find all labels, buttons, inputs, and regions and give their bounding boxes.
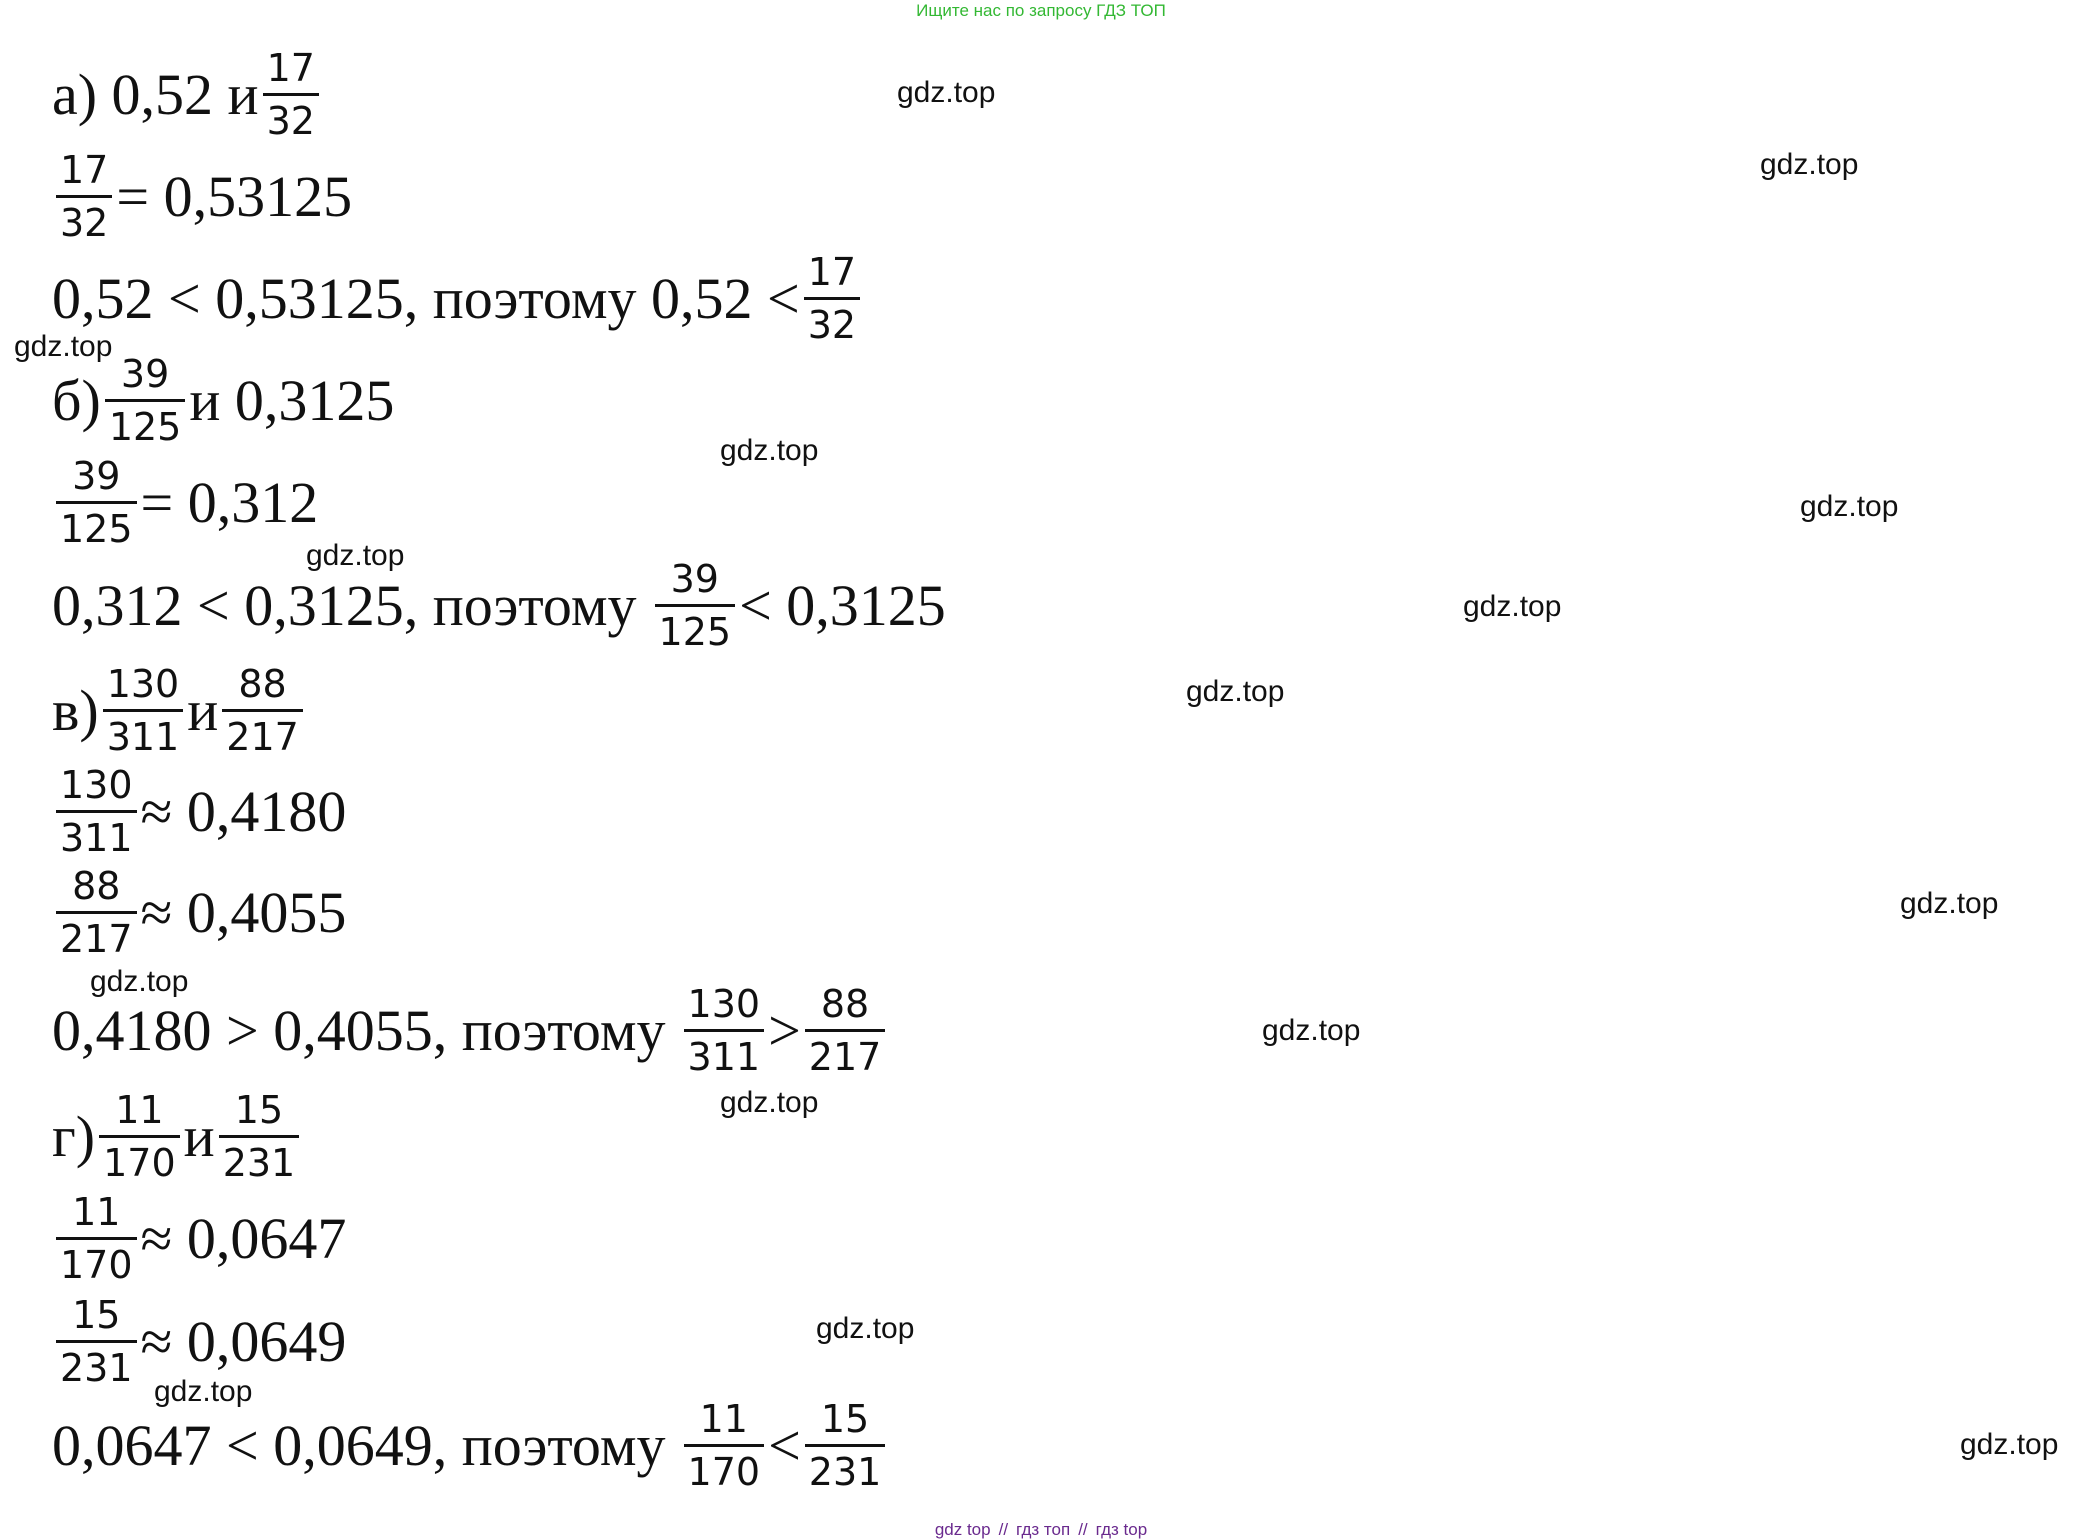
part-v-line1: $\frac{130}{311}$ ≈ 0,4180: [52, 761, 346, 861]
fraction-11-170: $\frac{11}{170}$: [99, 1091, 180, 1182]
watermark: gdz.top: [897, 76, 996, 109]
fraction-11-170: $\frac{11}{170}$: [684, 1400, 765, 1491]
part-v-heading: в) $\frac{130}{311}$ и $\frac{88}{217}$: [52, 660, 307, 760]
fraction-130-311: $\frac{130}{311}$: [684, 985, 765, 1076]
watermark: gdz.top: [1960, 1428, 2059, 1461]
part-b-label: б): [52, 367, 101, 433]
watermark: gdz.top: [1262, 1014, 1361, 1047]
fraction-39-125: $\frac{39}{125}$: [56, 457, 137, 548]
part-g-label: г): [52, 1103, 96, 1169]
part-a-conclusion: 0,52 < 0,53125, поэтому 0,52 < $\frac{17}{32}$: [52, 248, 864, 348]
part-v-conclusion: 0,4180 > 0,4055, поэтому $\frac{130}{311}$ > $\frac{88}{217}$: [52, 980, 889, 1080]
watermark: gdz.top: [1900, 887, 1999, 920]
part-v-label: в): [52, 677, 99, 743]
part-a-heading: [52, 44, 323, 144]
fraction-15-231: $\frac{15}{231}$: [805, 1400, 886, 1491]
fraction-88-217: $\frac{88}{217}$: [56, 867, 137, 958]
watermark: gdz.top: [90, 965, 189, 998]
part-v-line2: $\frac{88}{217}$ ≈ 0,4055: [52, 862, 346, 962]
footer-links: gdz top // гдз топ // гдз top: [934, 1520, 1148, 1539]
fraction-88-217: $\frac{88}{217}$: [805, 985, 886, 1076]
watermark: gdz.top: [306, 539, 405, 572]
fraction-130-311: $\frac{130}{311}$: [56, 766, 137, 857]
fraction-17-32: $\frac{17}{32}$: [263, 49, 319, 140]
fraction-17-32: $\frac{17}{32}$: [804, 253, 860, 344]
footer-link-gdz-top-ru[interactable]: гдз топ: [1016, 1520, 1071, 1539]
fraction-15-231: $\frac{15}{231}$: [56, 1296, 137, 1387]
part-a-label: а) 0,52 и: [52, 61, 259, 127]
watermark: gdz.top: [720, 434, 819, 467]
fraction-88-217: $\frac{88}{217}$: [222, 665, 303, 756]
fraction-15-231: $\frac{15}{231}$: [219, 1091, 300, 1182]
fraction-39-125: $\frac{39}{125}$: [105, 355, 186, 446]
footer-link-gdz-top[interactable]: gdz top: [934, 1520, 991, 1539]
part-a-line1: $\frac{17}{32}$ = 0,53125: [52, 146, 352, 246]
part-b-line1: $\frac{39}{125}$ = 0,312: [52, 452, 318, 552]
search-banner[interactable]: Ищите нас по запросу ГДЗ ТОП: [916, 1, 1166, 20]
part-g-conclusion: 0,0647 < 0,0649, поэтому $\frac{11}{170}$ < $\frac{15}{231}$: [52, 1395, 889, 1495]
watermark: gdz.top: [816, 1312, 915, 1345]
fraction-130-311: $\frac{130}{311}$: [103, 665, 184, 756]
watermark: gdz.top: [154, 1375, 253, 1408]
fraction-39-125: $\frac{39}{125}$: [655, 560, 736, 651]
part-g-line2: $\frac{15}{231}$ ≈ 0,0649: [52, 1291, 346, 1391]
watermark: gdz.top: [1463, 590, 1562, 623]
part-g-line1: $\frac{11}{170}$ ≈ 0,0647: [52, 1188, 346, 1288]
part-b-heading: б) $\frac{39}{125}$ и 0,3125: [52, 351, 395, 449]
watermark: gdz.top: [1186, 675, 1285, 708]
fraction-11-170: $\frac{11}{170}$: [56, 1193, 137, 1284]
part-b-conclusion: 0,312 < 0,3125, поэтому $\frac{39}{125}$ < 0,3125: [52, 556, 946, 654]
footer-link-gdz-top-mixed[interactable]: гдз top: [1095, 1520, 1148, 1539]
part-g-heading: г) $\frac{11}{170}$ и $\frac{15}{231}$: [52, 1086, 303, 1186]
watermark: gdz.top: [14, 330, 113, 363]
watermark: gdz.top: [1800, 490, 1899, 523]
watermark: gdz.top: [720, 1086, 819, 1119]
watermark: gdz.top: [1760, 148, 1859, 181]
fraction-17-32: $\frac{17}{32}$: [56, 151, 112, 242]
